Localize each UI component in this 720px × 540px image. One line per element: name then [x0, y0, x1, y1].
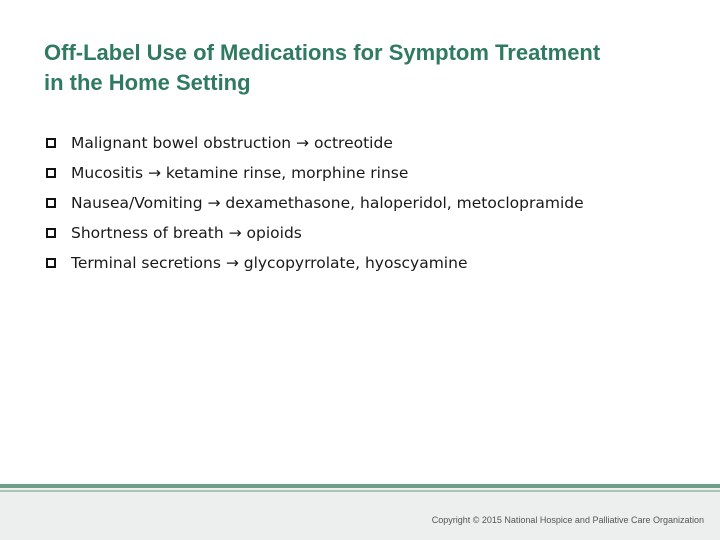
- slide-title: [44, 38, 704, 98]
- slide-title-line-1: Off-Label Use of Medications for Symptom Treatment: [44, 40, 601, 65]
- bullet-item: [44, 248, 584, 278]
- bullet-text: Malignant bowel obstruction → octreotide: [71, 134, 393, 152]
- bullet-item: [44, 188, 584, 218]
- footer-divider-thin: [0, 490, 720, 492]
- slide-title-line-2: in the Home Setting: [44, 70, 251, 95]
- footer-divider: [0, 484, 720, 488]
- bullet-text: Terminal secretions → glycopyrrolate, hyoscyamine: [71, 254, 468, 272]
- slide-footer: [0, 484, 720, 540]
- bullet-text: Mucositis → ketamine rinse, morphine rinse: [71, 164, 409, 182]
- bullet-item: [44, 128, 584, 158]
- bullet-text: Nausea/Vomiting → dexamethasone, haloperidol, metoclopramide: [71, 194, 584, 212]
- bullet-text: Shortness of breath → opioids: [71, 224, 302, 242]
- checkbox-square-icon: [46, 168, 56, 178]
- checkbox-square-icon: [46, 228, 56, 238]
- checkbox-square-icon: [46, 258, 56, 268]
- bullet-item: [44, 158, 584, 188]
- checkbox-square-icon: [46, 138, 56, 148]
- checkbox-square-icon: [46, 198, 56, 208]
- bullet-list: [44, 128, 584, 278]
- bullet-item: [44, 218, 584, 248]
- copyright-text: Copyright © 2015 National Hospice and Palliative Care Organization: [431, 515, 704, 525]
